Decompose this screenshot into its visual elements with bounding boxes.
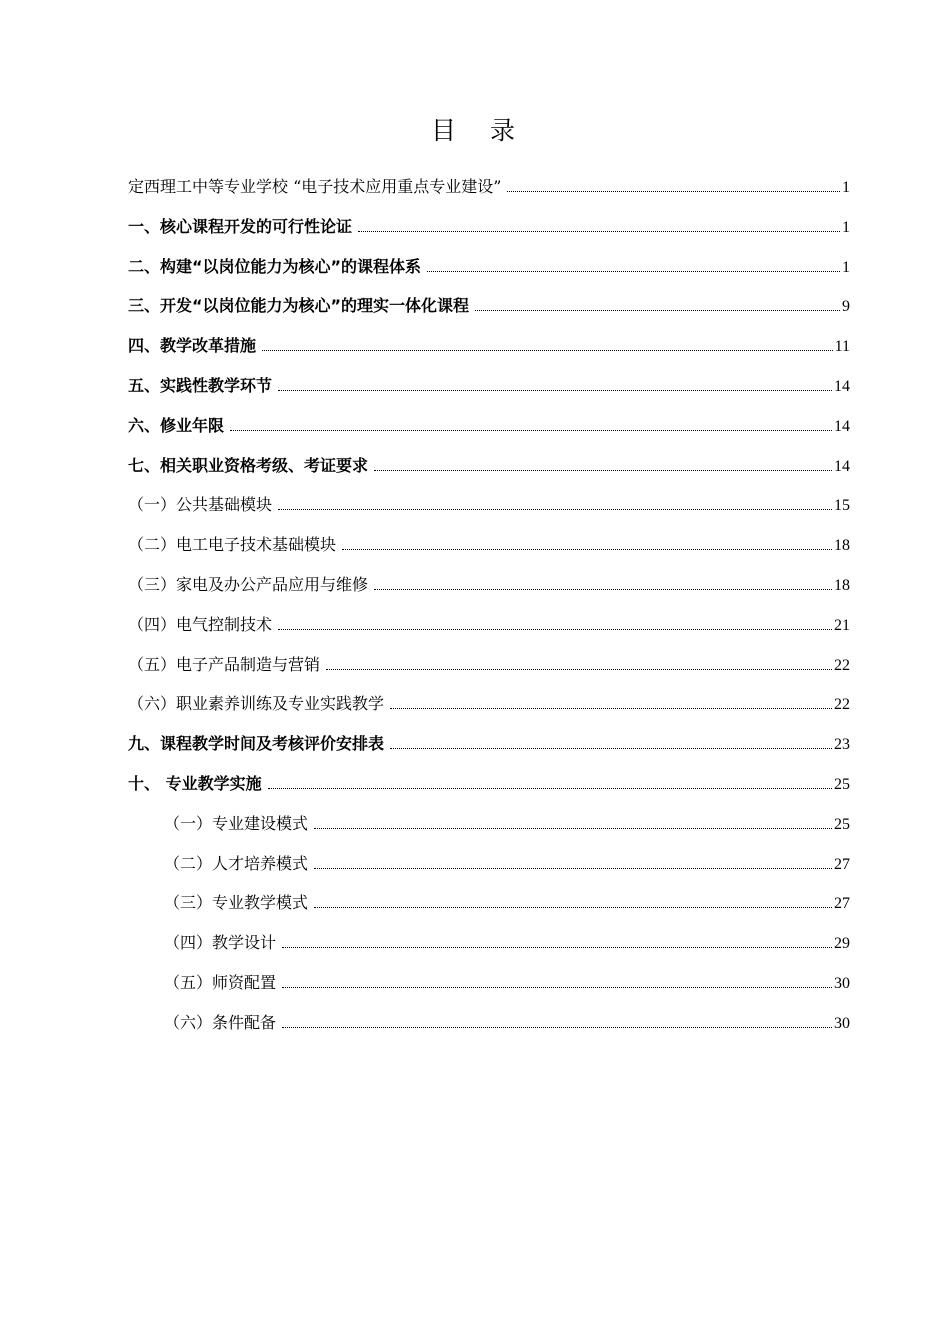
toc-entry-text: 十、 专业教学实施	[128, 773, 262, 793]
toc-dot-leader	[278, 629, 832, 630]
toc-dot-leader	[326, 669, 832, 670]
table-of-contents	[128, 172, 850, 1048]
toc-page-number: 30	[834, 974, 850, 992]
toc-entry-text: （三）家电及办公产品应用与维修	[128, 574, 369, 594]
toc-entry[interactable]	[128, 530, 850, 570]
toc-entry[interactable]	[128, 928, 850, 968]
toc-dot-leader	[390, 708, 832, 709]
toc-entry-text: （五）师资配置	[164, 972, 277, 992]
toc-entry[interactable]	[128, 888, 850, 928]
toc-entry-text: （一）专业建设模式	[164, 813, 309, 833]
toc-entry[interactable]	[128, 769, 850, 809]
toc-entry-text: 三、开发“以岗位能力为核心”的理实一体化课程	[128, 296, 470, 316]
toc-page-number: 27	[834, 855, 850, 873]
toc-entry-text: （二）人才培养模式	[164, 853, 309, 873]
toc-entry-text: （五）电子产品制造与营销	[128, 654, 321, 674]
toc-entry-text: （三）专业教学模式	[164, 893, 309, 913]
toc-dot-leader	[374, 589, 832, 590]
toc-entry[interactable]	[128, 610, 850, 650]
toc-entry[interactable]	[128, 570, 850, 610]
toc-page-number: 30	[834, 1014, 850, 1032]
toc-page-number: 22	[834, 696, 850, 714]
toc-dot-leader	[282, 987, 832, 988]
toc-dot-leader	[390, 748, 832, 749]
toc-page-number: 22	[834, 656, 850, 674]
toc-entry-text: 四、教学改革措施	[128, 336, 257, 356]
toc-entry[interactable]	[128, 490, 850, 530]
toc-dot-leader	[262, 350, 833, 351]
toc-dot-leader	[374, 470, 832, 471]
toc-entry[interactable]	[128, 729, 850, 769]
toc-dot-leader	[278, 390, 832, 391]
toc-dot-leader	[475, 310, 840, 311]
toc-dot-leader	[507, 191, 840, 192]
toc-page-number: 1	[842, 179, 850, 196]
toc-page-number: 18	[834, 537, 850, 555]
toc-page-number: 1	[842, 258, 850, 276]
toc-entry-text: 九、课程教学时间及考核评价安排表	[128, 734, 385, 754]
toc-entry-text: （四）教学设计	[164, 933, 277, 953]
toc-dot-leader	[314, 868, 832, 869]
toc-page-number: 25	[834, 775, 850, 793]
toc-entry[interactable]	[128, 451, 850, 491]
toc-entry[interactable]	[128, 371, 850, 411]
toc-entry[interactable]	[128, 411, 850, 451]
toc-entry-text: （二）电工电子技术基础模块	[128, 535, 337, 555]
toc-entry-text: （六）条件配备	[164, 1012, 277, 1032]
toc-entry[interactable]	[128, 331, 850, 371]
toc-dot-leader	[282, 1027, 832, 1028]
toc-page-number: 14	[834, 457, 850, 475]
toc-entry[interactable]	[128, 968, 850, 1008]
toc-dot-leader	[342, 549, 832, 550]
toc-entry[interactable]	[128, 809, 850, 849]
toc-entry-text: 六、修业年限	[128, 415, 225, 435]
toc-dot-leader	[230, 430, 832, 431]
toc-page-number: 21	[834, 616, 850, 634]
toc-dot-leader	[268, 788, 832, 789]
toc-page-number: 18	[834, 576, 850, 594]
toc-entry[interactable]	[128, 291, 850, 331]
toc-dot-leader	[427, 271, 840, 272]
toc-page-number: 14	[834, 417, 850, 435]
toc-page-number: 27	[834, 895, 850, 913]
toc-page-number: 23	[834, 736, 850, 754]
toc-entry-text: 定西理工中等专业学校 “电子技术应用重点专业建设”	[128, 177, 502, 196]
toc-entry[interactable]	[128, 849, 850, 889]
toc-entry-text: 一、核心课程开发的可行性论证	[128, 216, 353, 236]
toc-page-number: 29	[834, 935, 850, 953]
toc-entry-text: 二、构建“以岗位能力为核心”的课程体系	[128, 256, 422, 276]
toc-entry-text: （四）电气控制技术	[128, 614, 273, 634]
toc-title: 目录	[430, 116, 549, 145]
toc-entry-text: 七、相关职业资格考级、考证要求	[128, 455, 369, 475]
toc-dot-leader	[278, 509, 832, 510]
toc-entry[interactable]	[128, 689, 850, 729]
toc-page-number: 9	[842, 298, 850, 316]
toc-page-number: 25	[834, 815, 850, 833]
toc-entry-text: （六）职业素养训练及专业实践教学	[128, 694, 385, 714]
toc-entry-text: （一）公共基础模块	[128, 495, 273, 515]
toc-entry[interactable]	[128, 650, 850, 690]
toc-entry[interactable]	[128, 172, 850, 212]
toc-entry-text: 五、实践性教学环节	[128, 375, 273, 395]
toc-dot-leader	[358, 231, 840, 232]
toc-page-number: 14	[834, 377, 850, 395]
toc-page-number: 1	[842, 218, 850, 236]
toc-page-number: 15	[834, 497, 850, 515]
toc-entry[interactable]	[128, 252, 850, 292]
toc-entry[interactable]	[128, 212, 850, 252]
toc-entry[interactable]	[128, 1008, 850, 1048]
toc-dot-leader	[282, 947, 832, 948]
toc-dot-leader	[314, 907, 832, 908]
toc-dot-leader	[314, 828, 832, 829]
toc-page-number: 11	[834, 338, 850, 356]
